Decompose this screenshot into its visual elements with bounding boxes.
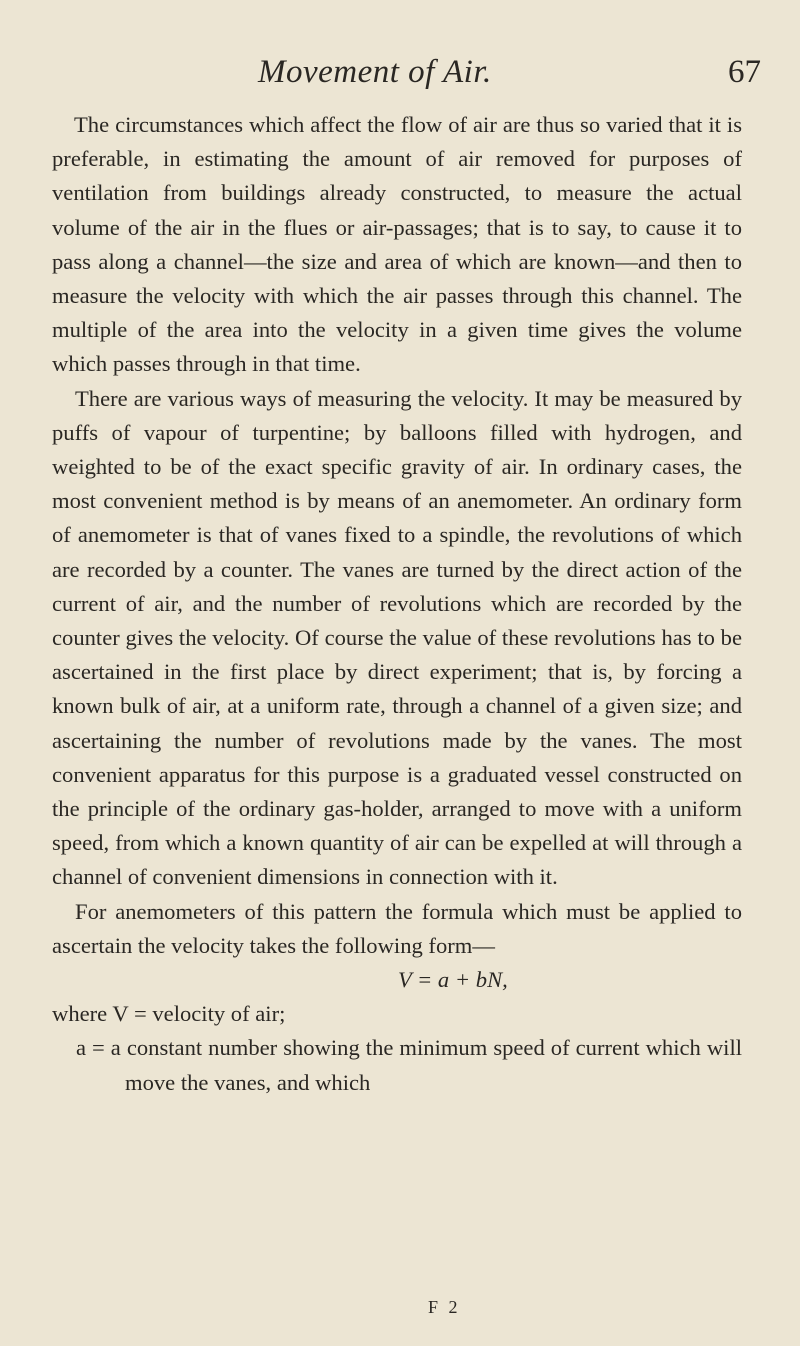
page-number: 67 [728, 54, 761, 90]
velocity-formula: V = a + bN, [398, 967, 508, 993]
page-header [0, 54, 800, 98]
paragraph-measuring-velocity: There are various ways of measuring the velocity. It may be measured by puffs of vapour of turpentine; by balloons filled with hydrogen, and weighted to be of the exact specific gravity of air. In ordinary cases, the most convenient method is by means of an anemometer. An ordinary form of anemometer is that of vanes fixed to a spindle, the revolutions of which are recorded by a counter. The vanes are turned by the direct action of the current of air, and the number of revolutions which are recorded by the counter gives the velocity. Of course the value of these revolutions has to be ascertained in the first place by direct experiment; that is, by forcing a known bulk of air, at a uniform rate, through a channel of a given size; and ascertaining the number of revolutions made by the vanes. The most convenient apparatus for this purpose is a graduated vessel constructed on the principle of the ordinary gas-holder, arranged to move with a uniform speed, from which a known quantity of air can be expelled at will through a channel of convenient dimensions in connection with it. [52, 385, 742, 890]
paragraph-flow-of-air: The circumstances which affect the flow of air are thus so varied that it is preferable, in estimating the amount of air removed for purposes of ventilation from buildings already constructed, to measure the actual volume of the air in the flues or air-passages; that is to say, to cause it to pass along a channel—the size and area of which are known—and then to measure the velocity with which the air passes through this channel. The multiple of the area into the velocity in a given time gives the volume which passes through in that time. [52, 112, 742, 377]
paragraph-formula-intro: For anemometers of this pattern the formula which must be applied to ascertain the velocity takes the following form— [52, 898, 742, 958]
signature-mark: F 2 [428, 1297, 461, 1317]
definition-constant-a: a = a constant number showing the minimum speed of current which will move the vanes, and which [76, 1035, 742, 1095]
definition-velocity: where V = velocity of air; [52, 1001, 286, 1027]
running-title: Movement of Air. [258, 54, 492, 90]
body-text [52, 108, 742, 1100]
